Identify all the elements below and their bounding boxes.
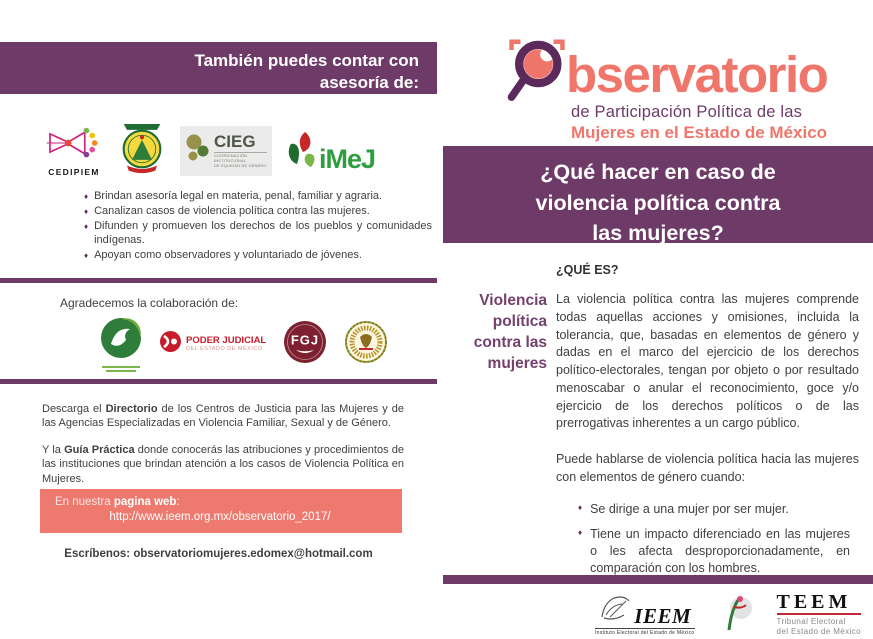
logo-subtitle-1: de Participación Política de las <box>571 103 803 121</box>
observatorio-logo <box>505 36 865 143</box>
elements-paragraph: Puede hablarse de violencia política hacia las mujeres con elementos de género cuando: <box>556 452 859 484</box>
directorio-bold: Directorio <box>105 403 158 415</box>
poder-judicial-text: PODER JUDICIAL DEL ESTADO DE MÉXICO <box>186 334 267 353</box>
left-header-line1: También puedes contar con <box>194 51 419 70</box>
diamond-bullet-icon: ♦ <box>84 250 89 260</box>
website-label: En nuestra pagina web: <box>55 496 180 508</box>
magnifier-o-icon <box>505 36 569 111</box>
codhem-caption-bar <box>106 370 136 372</box>
swirl-icon <box>159 330 182 358</box>
advisor-services-list <box>84 190 432 264</box>
collaboration-heading: Agradecemos la colaboración de: <box>60 296 239 310</box>
list-item: ♦ Canalizan casos de violencia política contra las mujeres. <box>84 205 370 217</box>
teem-subtitle: Tribunal Electoral del Estado de México <box>776 616 861 636</box>
definition-body <box>556 291 859 586</box>
teem-wordmark: TEEM <box>777 592 862 615</box>
directorio-paragraph: Descarga el Directorio de los Centros de Justicia para las Mujeres y de las Agencias Especializadas en Violencia Familiar, Sexual y de Género. <box>42 403 404 430</box>
left-header-line2: asesoría de: <box>319 73 419 93</box>
diamond-bullet-icon: ♦ <box>578 502 583 512</box>
advisor-logos-row <box>44 116 396 186</box>
list-item: ♦ Apoyan como observadores y voluntariado de jóvenes. <box>84 248 362 261</box>
left-header-banner <box>0 42 437 94</box>
website-box <box>40 489 402 533</box>
cedipiem-logo <box>44 125 104 177</box>
diamond-bullet-icon: ♦ <box>84 192 89 201</box>
purple-divider-bar <box>0 379 437 384</box>
footer-logos-row <box>443 592 873 636</box>
purple-divider-bar <box>0 278 437 283</box>
list-item: ♦ Difunden y promueven los derechos de los pueblos y comunidades indígenas. <box>84 220 432 246</box>
cieg-subtitle: COORDINACIÓN INSTITUCIONAL DE EQUIDAD DE GÉNERO <box>214 152 267 168</box>
sidebar-title: Violencia política contra las mujeres <box>473 292 547 372</box>
dove-circle-icon <box>100 317 142 364</box>
website-url[interactable]: http://www.ieem.org.mx/observatorio_2017/ <box>109 511 331 523</box>
cieg-text <box>214 133 267 168</box>
list-item: ♦ Se dirige a una mujer por ser mujer. <box>578 501 789 516</box>
svg-text:FGJ: FGJ <box>291 332 320 347</box>
poder-judicial-logo <box>159 330 266 358</box>
cieg-name: CIEG <box>214 132 256 152</box>
fgj-badge-icon <box>283 320 327 369</box>
diamond-bullet-icon: ♦ <box>578 528 583 538</box>
codhem-logo <box>100 317 142 372</box>
definition-paragraph: La violencia política contra las mujeres comprende todas aquellas acciones y omisiones, incluida la tolerancia, que, basadas en elementos de género y dadas en el marco del ejercicio de los derechos político-electorales, tengan por objeto o por resultado menoscabar o anular el reconocimiento, goce y/o ejercicio de los derechos políticos o de las prerrogativas inherentes a un cargo público. <box>556 292 859 431</box>
list-item: ♦ Tiene un impacto diferenciado en las mujeres o les afecta desproporcionadamente, en comparación con los hombres. <box>578 527 850 576</box>
list-item: ♦ Brindan asesoría legal en materia, penal, familiar y agraria. <box>84 190 383 202</box>
purple-divider-bar <box>443 575 873 584</box>
logo-subtitle-2: Mujeres en el Estado de México <box>571 123 828 142</box>
observatorio-wordmark: bservatorio <box>566 46 828 104</box>
uaem-crest-icon <box>117 120 167 183</box>
gender-elements-list <box>578 501 850 578</box>
ieem-wordmark: IEEM <box>634 603 692 628</box>
teem-logo <box>777 592 862 636</box>
gold-seal-icon <box>344 320 388 369</box>
imej-leaves-icon <box>285 130 317 173</box>
cedipiem-butterfly-icon <box>45 125 103 166</box>
observatorio-wordmark-row <box>505 36 865 104</box>
que-es-heading: ¿QUÉ ES? <box>556 263 619 277</box>
cieg-circles-icon <box>185 133 211 170</box>
collaboration-logos-row <box>100 313 405 375</box>
cedipiem-label: CEDIPIEM <box>48 167 100 177</box>
ieem-logo <box>595 593 695 636</box>
guia-paragraph: Y la Guía Práctica donde conocerás las atribuciones y procedimientos de las instituciones que brindan atención a los casos de Violencia Política en Mujeres. <box>42 444 405 485</box>
diamond-bullet-icon: ♦ <box>84 207 89 216</box>
diamond-bullet-icon: ♦ <box>84 222 89 231</box>
imej-logo <box>285 130 375 173</box>
question-banner: ¿Qué hacer en caso de violencia política contra las mujeres? <box>443 146 873 243</box>
guia-bold: Guía Práctica <box>64 444 135 456</box>
contact-email-line: Escríbenos: observatoriomujeres.edomex@hotmail.com <box>64 548 373 560</box>
cemybs-figure-icon <box>719 592 753 637</box>
imej-wordmark: iMeJ <box>319 143 376 174</box>
codhem-caption-bar <box>102 366 140 368</box>
cieg-logo <box>180 126 272 176</box>
ieem-subtitle: Instituto Electoral del Estado de México <box>594 629 695 636</box>
ieem-hand-icon <box>598 593 632 626</box>
